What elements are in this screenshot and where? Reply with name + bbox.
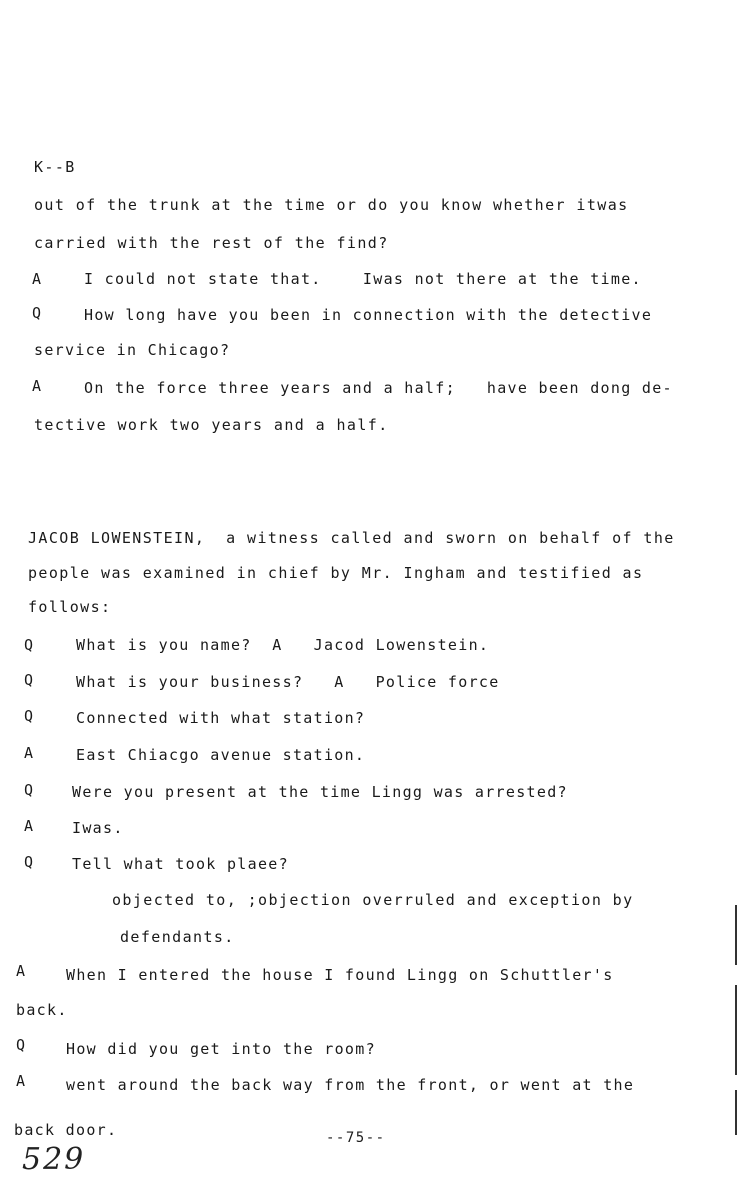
qa-marker: Q (24, 636, 34, 654)
qa-text: How long have you been in connection with the detective (84, 306, 653, 324)
qa-text: How did you get into the room? (66, 1040, 376, 1058)
scan-edge-mark (735, 1090, 737, 1135)
text-line: carried with the rest of the find? (34, 234, 389, 252)
text-line: tective work two years and a half. (34, 416, 389, 434)
qa-marker: Q (24, 781, 34, 799)
text-line: out of the trunk at the time or do you know whether itwas (34, 196, 629, 214)
qa-marker: A (16, 1072, 26, 1090)
qa-text: What is your business? A Police force (76, 673, 500, 691)
qa-marker: Q (24, 671, 34, 689)
qa-marker: A (24, 817, 34, 835)
qa-text: Were you present at the time Lingg was arrested? (72, 783, 568, 801)
qa-text: I could not state that. Iwas not there at the time. (84, 270, 642, 288)
qa-text: On the force three years and a half; have been dong de- (84, 379, 673, 397)
qa-text: Connected with what station? (76, 709, 366, 727)
scan-edge-mark (735, 905, 737, 965)
qa-text: Tell what took plaee? (72, 855, 289, 873)
objection-line: objected to, ;objection overruled and exception by (112, 891, 634, 909)
qa-marker: Q (24, 707, 34, 725)
objection-line: defendants. (120, 928, 235, 946)
qa-text: back. (16, 1001, 68, 1019)
qa-marker: A (24, 744, 34, 762)
qa-text: When I entered the house I found Lingg on Schuttler's (66, 966, 614, 984)
qa-marker: Q (24, 853, 34, 871)
page-number: --75-- (326, 1130, 386, 1146)
qa-text: back door. (14, 1121, 118, 1139)
section-header: K--B (34, 158, 76, 176)
qa-marker: Q (32, 304, 42, 322)
scan-edge-mark (735, 985, 737, 1075)
qa-marker: A (32, 270, 42, 288)
qa-text: service in Chicago? (34, 341, 231, 359)
witness-intro-line: follows: (28, 598, 112, 616)
witness-intro-line: people was examined in chief by Mr. Ingham and testified as (28, 564, 644, 582)
qa-marker: A (16, 962, 26, 980)
qa-text: Iwas. (72, 819, 124, 837)
qa-marker: A (32, 377, 42, 395)
qa-text: What is you name? A Jacod Lowenstein. (76, 636, 490, 654)
handwritten-folio-number: 529 (22, 1142, 86, 1177)
qa-text: went around the back way from the front, or went at the (66, 1076, 635, 1094)
qa-marker: Q (16, 1036, 26, 1054)
qa-text: East Chiacgo avenue station. (76, 746, 366, 764)
witness-intro-line: JACOB LOWENSTEIN, a witness called and sworn on behalf of the (28, 529, 675, 547)
